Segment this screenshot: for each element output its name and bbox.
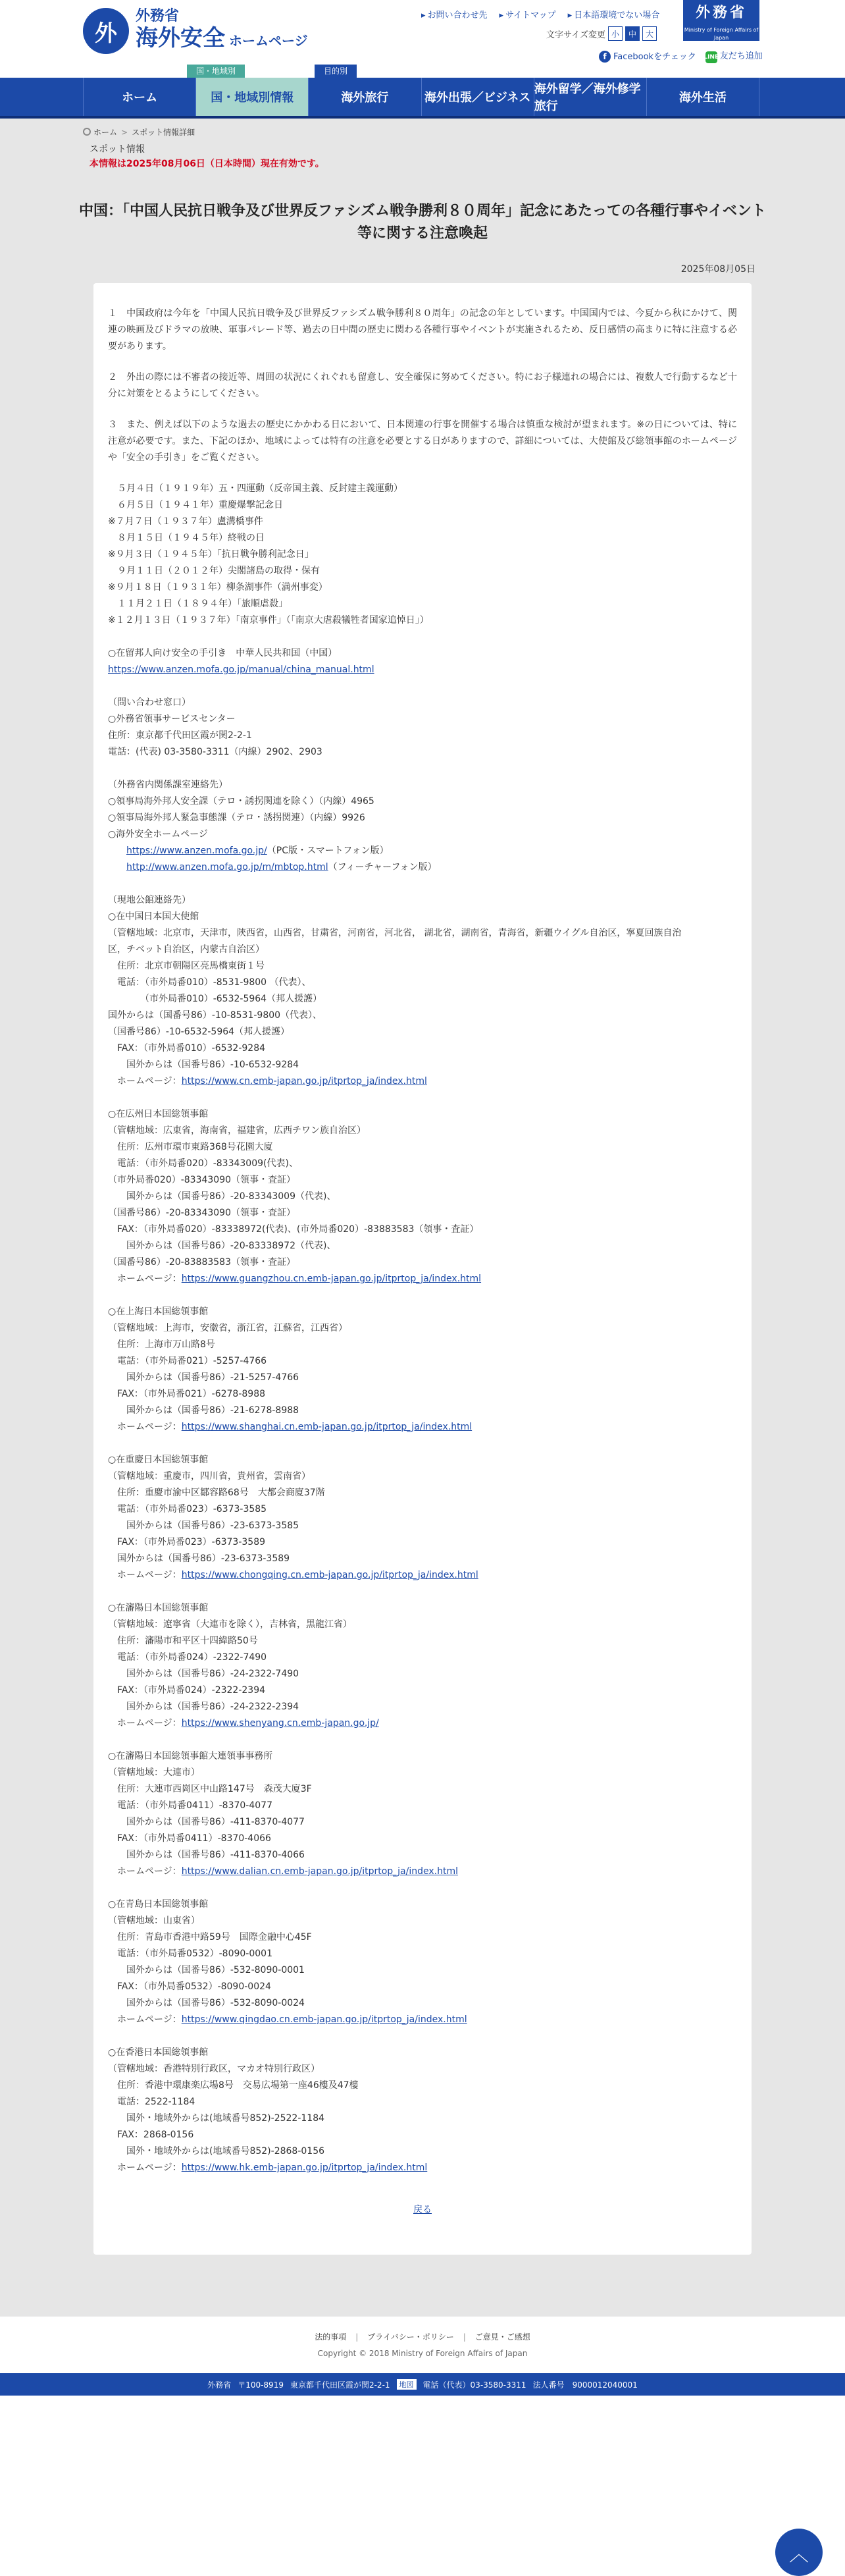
consulate-line: 国外からは（国番号86）-20-83343009（代表)、: [108, 1191, 336, 1202]
consulate-line: 国外からは（国番号86）-20-83338972（代表)、: [108, 1241, 336, 1251]
article-body: [93, 283, 752, 2255]
consulate-line: 国外からは（国番号86）-21-5257-4766: [108, 1372, 299, 1383]
embassy-line: （市外局番010）-6532-5964（邦人援護）: [108, 994, 322, 1004]
consulate-line: 住所：瀋陽市和平区十四緯路50号: [108, 1636, 258, 1646]
consulate-line: FAX：2868-0156: [108, 2130, 194, 2140]
spot-header: [0, 142, 845, 171]
social-links: [599, 49, 763, 63]
hongkong-link[interactable]: https://www.hk.emb-japan.go.jp/itprtop_ja/index.html: [181, 2162, 428, 2173]
consulate-line: ○在青島日本国総領事館: [108, 1899, 209, 1910]
global-nav: [0, 78, 845, 119]
date-item: ５月４日（１９１９年）五・四運動（反帝国主義、反封建主義運動）: [108, 483, 403, 494]
embassy-link[interactable]: https://www.cn.emb-japan.go.jp/itprtop_ja/index.html: [181, 1076, 427, 1087]
consulate-line: 住所：大連市西崗区中山路147号 森茂大廈3F: [108, 1784, 312, 1794]
consulate-line: 住所：重慶市渝中区鄒容路68号 大都会商廈37階: [108, 1488, 325, 1498]
font-size-large-button[interactable]: 大: [642, 26, 657, 41]
mofa-logo-en: Ministry of Foreign Affairs of Japan: [684, 27, 759, 41]
consulate-line: （管轄地域：大連市）: [108, 1767, 200, 1778]
nav-item-travel[interactable]: 海外旅行: [309, 78, 421, 116]
contact-line: ○外務省領事サービスセンター: [108, 714, 236, 724]
shenyang-link[interactable]: https://www.shenyang.cn.emb-japan.go.jp/: [181, 1718, 379, 1729]
facebook-icon: f: [599, 51, 611, 63]
date-item: ６月５日（１９４１年）重慶爆撃記念日: [108, 500, 283, 510]
anzen-pc-note: （PC版・スマートフォン版）: [267, 845, 389, 856]
nav-item-living[interactable]: 海外生活: [647, 78, 759, 116]
mofa-contact-line: ○海外安全ホームページ: [108, 829, 208, 840]
consulate-line: （管轄地域：重慶市，四川省，貴州省，雲南省）: [108, 1471, 311, 1482]
consulate-line: （国番号86）-20-83883583（領事・査証）: [108, 1257, 295, 1268]
consulate-line: FAX：（市外局番020）-83338972(代表)、(市外局番020）-83883583（領事・査証）: [108, 1224, 479, 1235]
nav-item-study[interactable]: 海外留学／海外修学旅行: [534, 78, 647, 116]
consulate-line: ○在瀋陽日本国総領事館大連領事事務所: [108, 1751, 273, 1761]
nav-tag-purpose: 目的別: [315, 65, 357, 78]
guangzhou-link[interactable]: https://www.guangzhou.cn.emb-japan.go.jp/itprtop_ja/index.html: [181, 1274, 482, 1284]
consulate-line: 電話：（市外局番024）-2322-7490: [108, 1652, 267, 1663]
page-bottom: [0, 2396, 845, 2576]
consulate-line: 国外からは（国番号86）-23-6373-3589: [108, 1553, 290, 1564]
dalian-block: [108, 1748, 737, 1880]
hongkong-block: [108, 2045, 737, 2176]
consulate-line: （市外局番020）-83343090（領事・査証）: [108, 1175, 296, 1185]
font-size-small-button[interactable]: 小: [608, 26, 623, 41]
consulate-line: （管轄地域：広東省，海南省，福建省，広西チワン族自治区）: [108, 1125, 366, 1136]
top-link-sitemap[interactable]: ▸ サイトマップ: [499, 8, 556, 20]
page-title: 中国：「中国人民抗日戦争及び世界反ファシズム戦争勝利８０周年」記念にあたっての各種行事やイベント等に関する注意喚起: [79, 203, 766, 242]
footer-link-legal[interactable]: 法的事項: [315, 2332, 347, 2342]
embassy-line: FAX：（市外局番010）-6532-9284: [108, 1043, 266, 1054]
consulate-line: 住所：上海市万山路8号: [108, 1339, 215, 1350]
nav-item-business[interactable]: 海外出張／ビジネス: [422, 78, 534, 116]
embassy-line: 国外からは（国番号86）-10-8531-9800（代表）、: [108, 1010, 322, 1021]
chongqing-link[interactable]: https://www.chongqing.cn.emb-japan.go.jp/itprtop_ja/index.html: [181, 1570, 478, 1580]
consulate-line: （管轄地域：遼寧省（大連市を除く），吉林省，黒龍江省）: [108, 1619, 352, 1630]
consulate-line: FAX：（市外局番0532）-8090-0024: [108, 1981, 271, 1992]
consulate-line: （管轄地域：上海市，安徽省，浙江省，江蘇省，江西省）: [108, 1323, 347, 1333]
consulate-line: 電話：（市外局番0411）-8370-4077: [108, 1800, 272, 1811]
consulate-line: 国外からは（国番号86）-532-8090-0001: [108, 1965, 305, 1975]
anzen-mobile-link[interactable]: http://www.anzen.mofa.go.jp/m/mbtop.html: [126, 862, 328, 872]
back-link[interactable]: 戻る: [413, 2205, 432, 2215]
shenyang-block: [108, 1600, 737, 1732]
consulate-line: （管轄地域：山東省）: [108, 1916, 200, 1926]
consulate-line: ○在瀋陽日本国総領事館: [108, 1603, 209, 1613]
consulate-line: ○在香港日本国総領事館: [108, 2047, 209, 2058]
logo-ministry-text: 外務省: [136, 8, 180, 24]
mofa-contacts-block: [108, 777, 737, 876]
consulate-line: 住所：香港中環康楽広場8号 交易広場第一座46樓及47樓: [108, 2080, 359, 2091]
breadcrumb-current: スポット情報詳細: [132, 128, 195, 137]
paragraph-3: ３ また、例えば以下のような過去の歴史にかかわる日において、日本関連の行事を開催する場合は慎重な検討が望まれます。※の日については、特に注意が必要です。また、下記のほか、地域によっては特有の注意を必要とする日がありますので、詳細については、大使館及び総領事館のホームページや「安全の手引き」をご覧ください。: [108, 419, 737, 463]
consulate-line: 電話：（市外局番0532）-8090-0001: [108, 1948, 272, 1959]
main-content: [0, 142, 845, 2317]
footer-zip: 〒100-8919: [238, 2380, 284, 2390]
spot-validity: 本情報は2025年08月06日（日本時間）現在有効です。: [90, 159, 324, 169]
embassy-line: ○在中国日本国大使館: [108, 911, 199, 922]
consulate-line: FAX：（市外局番023）-6373-3589: [108, 1537, 266, 1547]
breadcrumb: [0, 119, 845, 142]
mofa-logo[interactable]: [683, 0, 759, 41]
qingdao-block: [108, 1896, 737, 2028]
consulate-line: 電話：（市外局番020）-83343009(代表)、: [108, 1158, 298, 1169]
logo-title-main: 海外安全: [136, 25, 225, 51]
spot-label: スポット情報: [90, 144, 145, 155]
dalian-link[interactable]: https://www.dalian.cn.emb-japan.go.jp/itprtop_ja/index.html: [181, 1866, 458, 1877]
consulate-line: 電話：（市外局番021）-5257-4766: [108, 1356, 267, 1366]
logo-title-text: [136, 25, 308, 54]
logo-title-sub: ホームページ: [229, 33, 308, 49]
top-link-contact[interactable]: ▸ お問い合わせ先: [421, 8, 488, 20]
consulate-line: （国番号86）-20-83343090（領事・査証）: [108, 1208, 295, 1218]
dates-list: [108, 481, 737, 629]
nav-item-home[interactable]: ホーム: [83, 78, 196, 116]
chongqing-block: [108, 1452, 737, 1584]
mofa-contact-line: （外務省内関係課室連絡先）: [108, 780, 228, 790]
anzen-mobile-note: （フィーチャーフォン版）: [328, 862, 437, 872]
embassy-line: 国外からは（国番号86）-10-6532-9284: [108, 1060, 299, 1070]
consulate-line: 国外からは（国番号86）-24-2322-2394: [108, 1702, 299, 1712]
manual-label: ○在留邦人向け安全の手引き 中華人民共和国（中国）: [108, 648, 338, 658]
consulate-line: ○在重慶日本国総領事館: [108, 1455, 209, 1465]
copyright: Copyright © 2018 Ministry of Foreign Affairs of Japan: [0, 2347, 845, 2373]
shanghai-link[interactable]: https://www.shanghai.cn.emb-japan.go.jp/itprtop_ja/index.html: [181, 1422, 473, 1432]
qingdao-link[interactable]: https://www.qingdao.cn.emb-japan.go.jp/itprtop_ja/index.html: [181, 2014, 467, 2025]
embassy-line: （現地公館連絡先）: [108, 895, 191, 905]
line-link-label: 友だち追加: [719, 51, 763, 61]
nav-tags: [0, 65, 845, 78]
consulate-line: 国外からは（国番号86）-411-8370-4066: [108, 1850, 305, 1860]
consulate-line: 国外からは（国番号86）-24-2322-7490: [108, 1669, 299, 1679]
contact-line: （問い合わせ窓口）: [108, 697, 191, 708]
embassy-line: （国番号86）-10-6532-5964（邦人援護）: [108, 1027, 290, 1037]
homepage-label: ホームページ：: [108, 2162, 182, 2173]
font-size-label: 文字サイズ変更: [546, 30, 605, 40]
font-size-control: [546, 26, 657, 41]
date-item: １１月２１日（１８９４年）「旅順虐殺」: [108, 599, 288, 609]
home-icon: [83, 128, 91, 136]
nav-item-region[interactable]: 国・地域別情報: [196, 78, 309, 116]
shanghai-block: [108, 1304, 737, 1436]
map-button[interactable]: 地図: [397, 2379, 417, 2390]
date-item: ９月１１日（２０１２年）尖閣諸島の取得・保有: [108, 566, 320, 576]
consulate-line: 電話：（市外局番023）-6373-3585: [108, 1504, 267, 1515]
manual-link[interactable]: https://www.anzen.mofa.go.jp/manual/china_manual.html: [108, 664, 374, 675]
consulate-line: 住所：青島市香港中路59号 国際金融中心45F: [108, 1932, 312, 1943]
page-top-button[interactable]: [775, 2529, 823, 2576]
footer-org: 外務省: [207, 2380, 232, 2390]
embassy-line: （管轄地域：北京市，天津市，陝西省，山西省，甘粛省，河南省，河北省， 湖北省，湖南省，青海省，新疆ウイグル自治区，寧夏回族自治: [108, 928, 682, 938]
guangzhou-block: [108, 1106, 737, 1287]
site-header: [0, 0, 845, 78]
facebook-link-label: Facebookをチェック: [613, 52, 696, 62]
embassy-line: 住所：北京市朝陽区亮馬橋東街１号: [108, 961, 265, 971]
date-item: ８月１５日（１９４５年）終戦の日: [108, 533, 265, 543]
facebook-link[interactable]: [599, 49, 696, 63]
mofa-emblem-icon: 外: [83, 8, 129, 54]
footer-address: 東京都千代田区霞が関2-2-1: [290, 2380, 390, 2390]
homepage-label: ホームページ：: [108, 1076, 182, 1087]
consulate-line: 国外・地域外からは(地域番号852)-2522-1184: [108, 2113, 325, 2124]
footer-links: 法的事項 | プライバシー・ポリシー | ご意見・ご感想: [0, 2317, 845, 2347]
consulate-line: ○在広州日本国総領事館: [108, 1109, 209, 1119]
footer-link-feedback[interactable]: ご意見・ご感想: [474, 2332, 530, 2342]
contact-line: 電話：(代表) 03-3580-3311（内線）2902、2903: [108, 747, 322, 757]
footer-phone: 電話（代表）03-3580-3311: [423, 2380, 526, 2390]
homepage-label: ホームページ：: [108, 1274, 182, 1284]
nav-tag-region: 国・地域別: [187, 65, 245, 78]
mofa-contact-line: ○領事局海外邦人緊急事態課（テロ・誘拐関連）（内線）9926: [108, 813, 365, 823]
footer-link-privacy[interactable]: プライバシー・ポリシー: [367, 2332, 454, 2342]
site-logo[interactable]: [83, 8, 308, 54]
date-item: ※１２月１３日（１９３７年）「南京事件」（「南京大虐殺犠牲者国家追悼日」）: [108, 615, 429, 626]
paragraph-2: ２ 外出の際には不審者の接近等、周囲の状況にくれぐれも留意し、安全確保に努めてください。特にお子様連れの場合には、複数人で行動するなど十分に対策をとるようにしてください。: [108, 372, 737, 399]
consulate-line: 国外からは（国番号86）-21-6278-8988: [108, 1405, 299, 1416]
font-size-medium-button[interactable]: 中: [625, 26, 640, 41]
breadcrumb-home[interactable]: ホーム: [93, 128, 118, 137]
consulate-line: 国外からは（国番号86）-532-8090-0024: [108, 1998, 305, 2008]
mofa-logo-jp: 外務省: [695, 5, 747, 21]
contact-block: [108, 695, 737, 761]
homepage-label: ホームページ：: [108, 2014, 182, 2025]
breadcrumb-separator: >: [121, 128, 128, 137]
top-links: [421, 8, 659, 20]
footer-address-bar: [0, 2373, 845, 2396]
consulate-line: 国外・地域外からは(地域番号852)-2868-0156: [108, 2146, 325, 2157]
homepage-label: ホームページ：: [108, 1866, 182, 1877]
date-item: ※９月１８日（１９３１年）柳条湖事件（満州事変）: [108, 582, 328, 593]
consulate-line: （管轄地域：香港特別行政区，マカオ特別行政区）: [108, 2064, 320, 2074]
consulate-line: ○在上海日本国総領事館: [108, 1306, 209, 1317]
publish-date: 2025年08月05日: [680, 264, 755, 275]
date-item: ※９月３日（１９４５年）「抗日戦争勝利記念日」: [108, 549, 314, 560]
embassy-line: 区，チベット自治区，内蒙古自治区）: [108, 944, 265, 955]
date-item: ※７月７日（１９３７年）盧溝橋事件: [108, 516, 263, 527]
consulate-line: 住所：広州市環市東路368号花園大廈: [108, 1142, 273, 1152]
embassy-line: 電話：（市外局番010）-8531-9800 （代表）、: [108, 977, 311, 988]
embassy-block: [108, 892, 737, 1090]
mofa-contact-line: ○領事局海外邦人安全課（テロ・誘拐関連を除く）（内線）4965: [108, 796, 374, 807]
top-link-non-japanese[interactable]: ▸ 日本語環境でない場合: [568, 8, 660, 20]
footer-corp-number: 法人番号 9000012040001: [532, 2380, 638, 2390]
consulate-line: FAX：（市外局番024）-2322-2394: [108, 1685, 266, 1696]
consulate-line: 国外からは（国番号86）-411-8370-4077: [108, 1817, 305, 1827]
contact-line: 住所：東京都千代田区霞が関2-2-1: [108, 730, 252, 741]
consulate-line: FAX：（市外局番0411）-8370-4066: [108, 1833, 271, 1844]
consulate-line: FAX：（市外局番021）-6278-8988: [108, 1389, 266, 1399]
line-link[interactable]: [705, 49, 763, 63]
consulate-line: 国外からは（国番号86）-23-6373-3585: [108, 1520, 299, 1531]
anzen-pc-link[interactable]: https://www.anzen.mofa.go.jp/: [126, 845, 267, 856]
chevron-up-icon: ︿: [789, 2543, 809, 2566]
line-icon: LINE: [705, 51, 717, 63]
paragraph-1: １ 中国政府は今年を「中国人民抗日戦争及び世界反ファシズム戦争勝利８０周年」の記念の年としています。中国国内では、今夏から秋にかけて、関連の映画及びドラマの放映、軍事パレード等、過去の日中間の歴史に関わる各種行事やイベントが実施されるため、反日感情の高まりに特に注意する必要があります。: [108, 308, 737, 352]
homepage-label: ホームページ：: [108, 1422, 182, 1432]
consulate-line: 電話：2522-1184: [108, 2097, 195, 2107]
homepage-label: ホームページ：: [108, 1570, 182, 1580]
homepage-label: ホームページ：: [108, 1718, 182, 1729]
